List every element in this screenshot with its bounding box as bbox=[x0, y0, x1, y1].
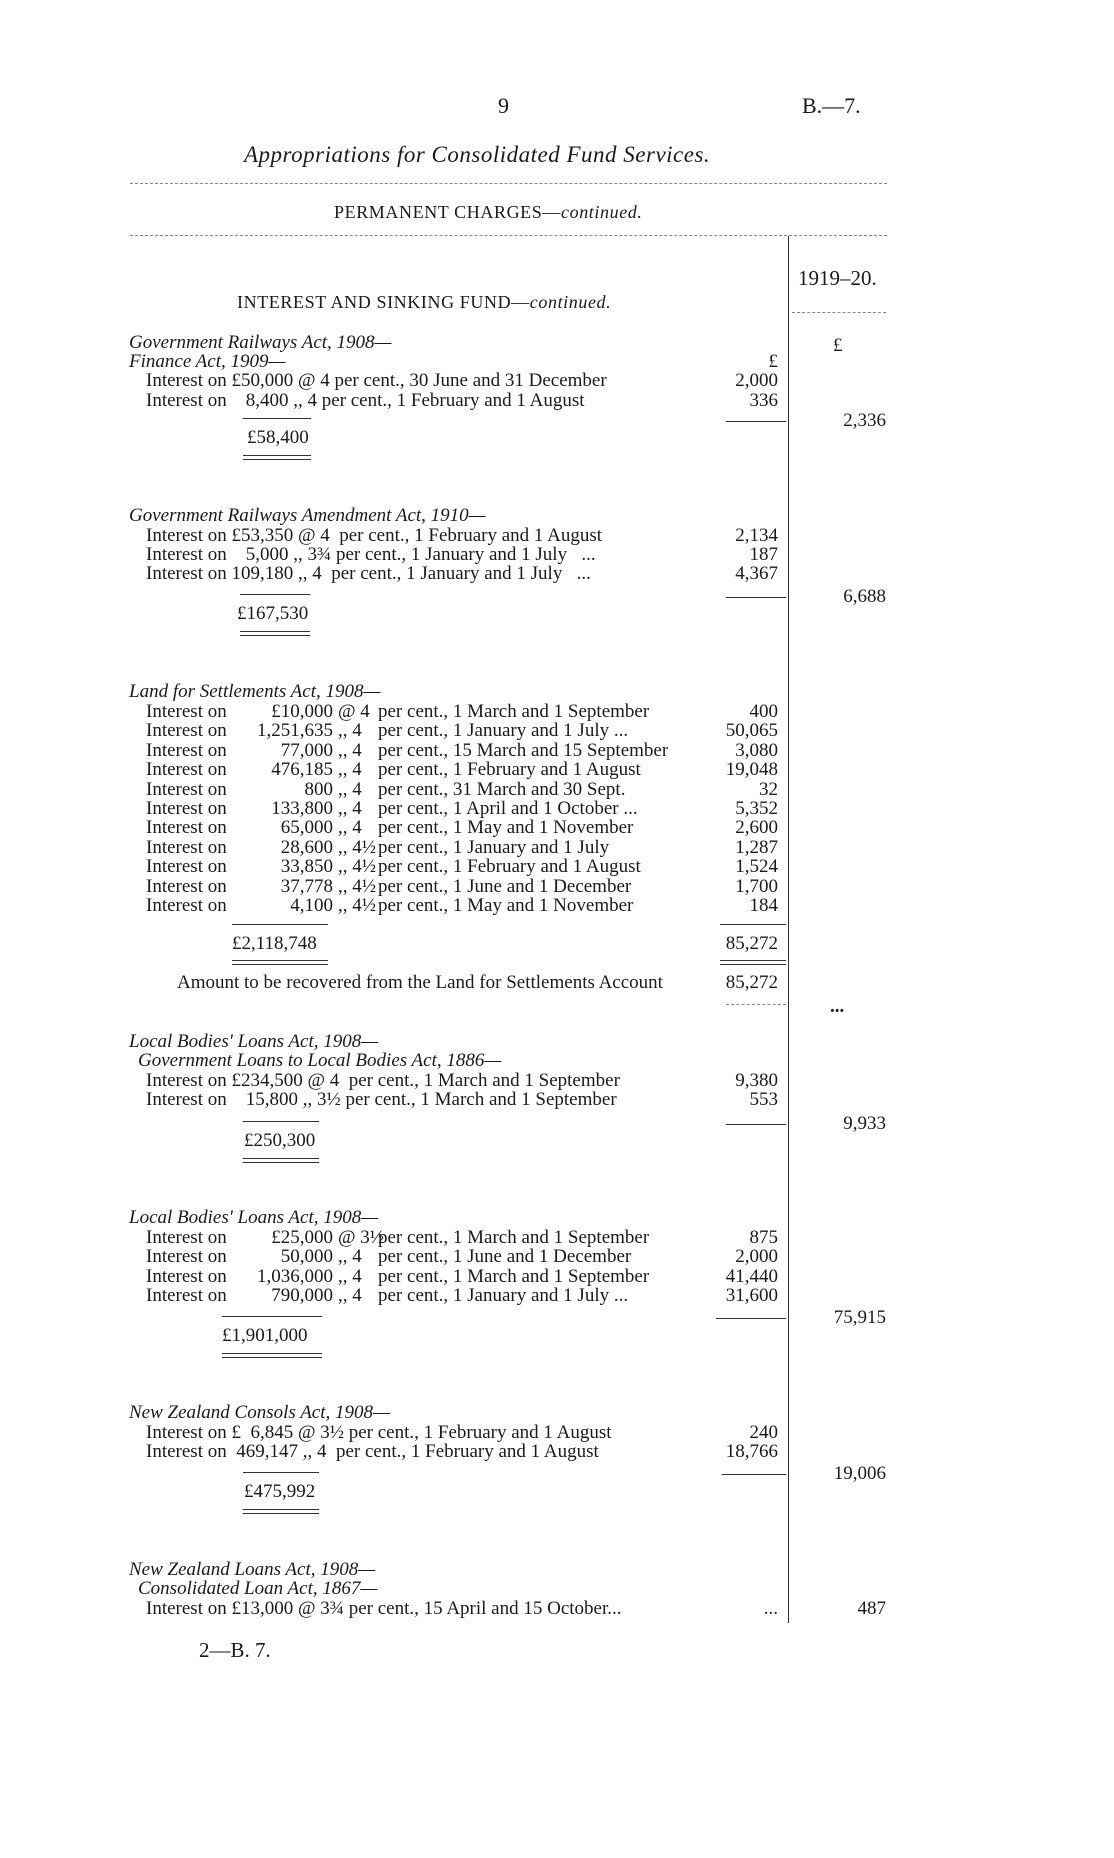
interest-line bbox=[0, 780, 1114, 799]
page-subtitle: PERMANENT CHARGES—continued. bbox=[334, 202, 643, 222]
interest-line bbox=[0, 1286, 1114, 1305]
year-total: 75,915 bbox=[833, 1307, 886, 1328]
line-amount: 400 bbox=[749, 701, 778, 722]
line-amount: ... bbox=[763, 1598, 778, 1619]
sum-rule bbox=[726, 597, 786, 598]
recovery-rule bbox=[726, 1004, 786, 1005]
page-number: 9 bbox=[498, 93, 509, 118]
interest-line: Interest on 8,400 ,, 4 per cent., 1 February and 1 August bbox=[146, 390, 585, 411]
interest-label: Interest on bbox=[146, 836, 227, 858]
act-title: Local Bodies' Loans Act, 1908— bbox=[129, 1031, 379, 1052]
interest-label: Interest on bbox=[146, 1227, 227, 1248]
line-amount: 187 bbox=[749, 544, 778, 565]
interest-line bbox=[0, 741, 1114, 760]
principal-amount: 1,251,635 bbox=[257, 720, 333, 742]
line-amount: 2,000 bbox=[735, 1246, 778, 1268]
line-amount: 1,287 bbox=[735, 836, 778, 858]
year-header-rule bbox=[792, 312, 886, 313]
act-title: New Zealand Consols Act, 1908— bbox=[129, 1402, 390, 1423]
principal-amount: 790,000 bbox=[271, 1285, 333, 1307]
payment-dates: per cent., 1 February and 1 August bbox=[378, 759, 641, 781]
subtotal-double-rule bbox=[720, 960, 786, 965]
interest-label: Interest on bbox=[146, 856, 227, 878]
interest-label: Interest on bbox=[146, 1246, 227, 1268]
year-currency-symbol: £ bbox=[833, 335, 843, 356]
interest-label: Interest on bbox=[146, 1265, 227, 1287]
sum-rule bbox=[722, 1474, 786, 1475]
payment-dates: per cent., 1 June and 1 December bbox=[378, 875, 632, 897]
principal-total: £1,901,000 bbox=[222, 1325, 308, 1346]
rate: ,, 4 bbox=[338, 1265, 362, 1287]
principal-total: £250,300 bbox=[244, 1130, 316, 1151]
line-amount: 5,352 bbox=[735, 797, 778, 819]
principal-double-rule bbox=[243, 455, 311, 460]
interest-line bbox=[0, 702, 1114, 721]
payment-dates: per cent., 1 January and 1 July ... bbox=[378, 1285, 629, 1307]
principal-amount: 476,185 bbox=[271, 759, 333, 781]
principal-amount: 37,778 bbox=[280, 875, 333, 897]
principal-total: £167,530 bbox=[237, 603, 309, 624]
principal-amount: 33,850 bbox=[280, 856, 333, 878]
payment-dates: per cent., 1 March and 1 September bbox=[378, 701, 650, 722]
principal-rule bbox=[243, 1121, 319, 1122]
principal-double-rule bbox=[243, 1509, 319, 1514]
year-total: 6,688 bbox=[843, 586, 886, 607]
interest-line: Interest on £234,500 @ 4 per cent., 1 March and 1 September bbox=[146, 1070, 620, 1091]
subtotal-amount: 85,272 bbox=[725, 933, 778, 954]
rate: ,, 4 bbox=[338, 1246, 362, 1268]
interest-line bbox=[0, 760, 1114, 779]
sum-rule bbox=[726, 421, 786, 422]
interest-line: Interest on 5,000 ,, 3¾ per cent., 1 January and 1 July ... bbox=[146, 544, 596, 565]
principal-double-rule bbox=[232, 960, 328, 965]
principal-rule bbox=[240, 594, 310, 595]
interest-lines bbox=[0, 1228, 1114, 1306]
interest-lines bbox=[0, 702, 1114, 915]
payment-dates: per cent., 1 March and 1 September bbox=[378, 1227, 650, 1248]
recovery-note: Amount to be recovered from the Land for Settlements Account bbox=[177, 972, 663, 993]
interest-line bbox=[0, 877, 1114, 896]
title-rule bbox=[130, 183, 887, 184]
principal-amount: 800 bbox=[304, 778, 333, 800]
principal-amount: 77,000 bbox=[280, 739, 333, 761]
interest-label: Interest on bbox=[146, 875, 227, 897]
principal-rule bbox=[243, 418, 311, 419]
payment-dates: per cent., 1 May and 1 November bbox=[378, 894, 634, 916]
section-heading: INTEREST AND SINKING FUND—continued. bbox=[237, 292, 612, 312]
sum-rule bbox=[716, 1318, 786, 1319]
sub-act-title: Government Loans to Local Bodies Act, 1886— bbox=[138, 1050, 502, 1071]
principal-amount: 65,000 bbox=[280, 817, 333, 839]
principal-rule bbox=[243, 1472, 319, 1473]
principal-double-rule bbox=[240, 631, 310, 636]
year-total: 9,933 bbox=[843, 1113, 886, 1134]
line-amount: 41,440 bbox=[725, 1265, 778, 1287]
interest-line bbox=[0, 818, 1114, 837]
payment-dates: per cent., 1 June and 1 December bbox=[378, 1246, 632, 1268]
interest-label: Interest on bbox=[146, 720, 227, 742]
recovery-amount: 85,272 bbox=[725, 972, 778, 993]
interest-label: Interest on bbox=[146, 778, 227, 800]
line-amount: 184 bbox=[749, 894, 778, 916]
sub-act-title: Finance Act, 1909— bbox=[129, 351, 286, 372]
payment-dates: per cent., 1 February and 1 August bbox=[378, 856, 641, 878]
principal-amount: 50,000 bbox=[280, 1246, 333, 1268]
rate: ,, 4 bbox=[338, 778, 362, 800]
principal-rule bbox=[222, 1316, 322, 1317]
principal-amount: 28,600 bbox=[280, 836, 333, 858]
act-title: New Zealand Loans Act, 1908— bbox=[129, 1559, 376, 1580]
line-amount: 2,600 bbox=[735, 817, 778, 839]
interest-line bbox=[0, 1228, 1114, 1247]
year-column-header: 1919–20. bbox=[798, 266, 877, 290]
act-title: Local Bodies' Loans Act, 1908— bbox=[129, 1207, 379, 1228]
rate: ,, 4 bbox=[338, 797, 362, 819]
line-amount: 2,134 bbox=[735, 525, 778, 546]
page-title: Appropriations for Consolidated Fund Services. bbox=[244, 142, 711, 167]
act-title: Land for Settlements Act, 1908— bbox=[129, 681, 381, 702]
interest-label: Interest on bbox=[146, 797, 227, 819]
principal-amount: 133,800 bbox=[271, 797, 333, 819]
rate: ,, 4½ bbox=[338, 836, 376, 858]
interest-line: Interest on £ 6,845 @ 3½ per cent., 1 February and 1 August bbox=[146, 1422, 612, 1443]
rate: ,, 4½ bbox=[338, 856, 376, 878]
line-amount: 336 bbox=[749, 390, 778, 411]
line-amount: 4,367 bbox=[735, 563, 778, 584]
line-amount: 1,700 bbox=[735, 875, 778, 897]
interest-line bbox=[0, 896, 1114, 915]
payment-dates: per cent., 1 March and 1 September bbox=[378, 1265, 650, 1287]
year-total: 487 bbox=[857, 1598, 886, 1619]
amount-currency-symbol: £ bbox=[768, 351, 778, 372]
payment-dates: per cent., 15 March and 15 September bbox=[378, 739, 669, 761]
line-amount: 50,065 bbox=[725, 720, 778, 742]
payment-dates: per cent., 1 April and 1 October ... bbox=[378, 797, 638, 819]
interest-label: Interest on bbox=[146, 894, 227, 916]
interest-line bbox=[0, 838, 1114, 857]
subtitle-rule bbox=[130, 235, 887, 236]
footer-signature: 2—B. 7. bbox=[199, 1638, 271, 1662]
interest-label: Interest on bbox=[146, 759, 227, 781]
rate: ,, 4 bbox=[338, 1285, 362, 1307]
line-amount: 3,080 bbox=[735, 739, 778, 761]
line-amount: 553 bbox=[749, 1089, 778, 1110]
rate: ,, 4 bbox=[338, 759, 362, 781]
interest-line bbox=[0, 799, 1114, 818]
principal-amount: £25,000 bbox=[271, 1227, 333, 1248]
line-amount: 31,600 bbox=[725, 1285, 778, 1307]
interest-line bbox=[0, 857, 1114, 876]
principal-double-rule bbox=[243, 1158, 319, 1163]
principal-amount: 4,100 bbox=[290, 894, 333, 916]
rate: ,, 4 bbox=[338, 739, 362, 761]
line-amount: 9,380 bbox=[735, 1070, 778, 1091]
interest-line bbox=[0, 1247, 1114, 1266]
rate: ,, 4½ bbox=[338, 875, 376, 897]
line-amount: 19,048 bbox=[725, 759, 778, 781]
interest-label: Interest on bbox=[146, 739, 227, 761]
interest-label: Interest on bbox=[146, 701, 227, 722]
rate: ,, 4½ bbox=[338, 894, 376, 916]
interest-line: Interest on 109,180 ,, 4 per cent., 1 January and 1 July ... bbox=[146, 563, 591, 584]
year-total: ... bbox=[830, 996, 845, 1017]
act-title: Government Railways Amendment Act, 1910— bbox=[129, 505, 486, 526]
year-total: 2,336 bbox=[843, 410, 886, 431]
interest-line bbox=[0, 721, 1114, 740]
principal-double-rule bbox=[222, 1353, 322, 1358]
principal-rule bbox=[232, 924, 328, 925]
sum-rule bbox=[720, 924, 786, 925]
interest-label: Interest on bbox=[146, 817, 227, 839]
principal-amount: £10,000 bbox=[271, 701, 333, 722]
interest-line: Interest on 15,800 ,, 3½ per cent., 1 March and 1 September bbox=[146, 1089, 617, 1110]
act-title: Government Railways Act, 1908— bbox=[129, 332, 392, 353]
sum-rule bbox=[726, 1124, 786, 1125]
year-total: 19,006 bbox=[833, 1463, 886, 1484]
payment-dates: per cent., 1 May and 1 November bbox=[378, 817, 634, 839]
column-divider bbox=[788, 236, 789, 1623]
document-reference: B.—7. bbox=[802, 93, 861, 118]
principal-amount: 1,036,000 bbox=[257, 1265, 333, 1287]
line-amount: 18,766 bbox=[725, 1441, 778, 1462]
interest-line: Interest on £13,000 @ 3¾ per cent., 15 April and 15 October... bbox=[146, 1598, 622, 1619]
payment-dates: per cent., 1 January and 1 July bbox=[378, 836, 610, 858]
line-amount: 1,524 bbox=[735, 856, 778, 878]
sub-act-title: Consolidated Loan Act, 1867— bbox=[138, 1578, 378, 1599]
rate: @ 3½ bbox=[338, 1227, 384, 1248]
payment-dates: per cent., 31 March and 30 Sept. bbox=[378, 778, 626, 800]
payment-dates: per cent., 1 January and 1 July ... bbox=[378, 720, 629, 742]
interest-line: Interest on £53,350 @ 4 per cent., 1 February and 1 August bbox=[146, 525, 602, 546]
interest-line: Interest on 469,147 ,, 4 per cent., 1 February and 1 August bbox=[146, 1441, 599, 1462]
rate: @ 4 bbox=[338, 701, 370, 722]
principal-total: £58,400 bbox=[247, 427, 309, 448]
principal-total: £475,992 bbox=[244, 1481, 316, 1502]
line-amount: 240 bbox=[749, 1422, 778, 1443]
line-amount: 875 bbox=[749, 1227, 778, 1248]
rate: ,, 4 bbox=[338, 720, 362, 742]
line-amount: 2,000 bbox=[735, 370, 778, 391]
rate: ,, 4 bbox=[338, 817, 362, 839]
line-amount: 32 bbox=[759, 778, 778, 800]
interest-label: Interest on bbox=[146, 1285, 227, 1307]
principal-total: £2,118,748 bbox=[232, 933, 317, 954]
interest-line bbox=[0, 1267, 1114, 1286]
interest-line: Interest on £50,000 @ 4 per cent., 30 June and 31 December bbox=[146, 370, 607, 391]
